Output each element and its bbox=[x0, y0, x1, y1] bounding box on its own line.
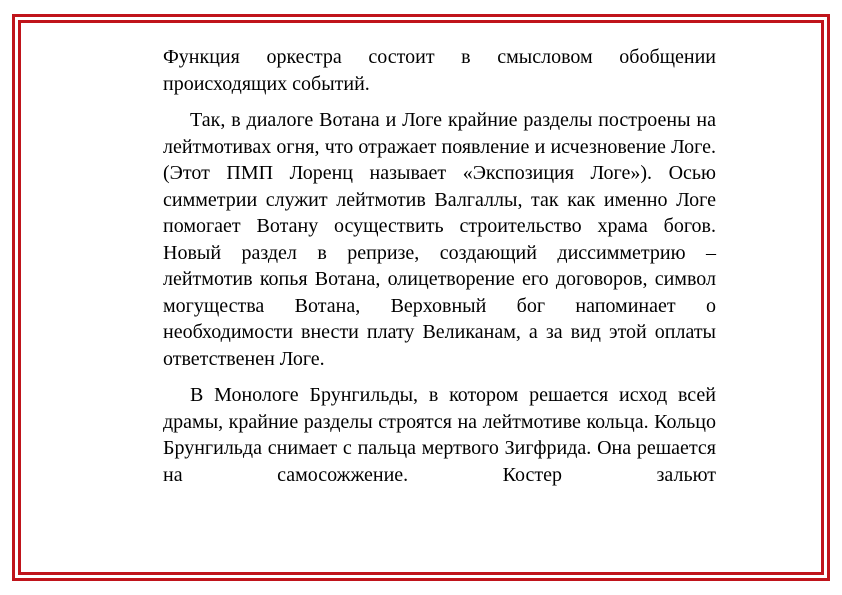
document-text bbox=[163, 44, 716, 498]
paragraph-brunnhilde-monologue: В Монологе Брунгильды, в котором решается исход всей драмы, крайние разделы строятся на лейтмотиве кольца. Кольцо Брунгильда снимает с пальца мертвого Зигфрида. Она решается на самосожжение. Костер зальют bbox=[163, 384, 716, 486]
paragraph-orchestra-function: Функция оркестра состоит в смысловом обобщении происходящих событий. bbox=[163, 46, 716, 95]
paragraph-wotan-loge-dialogue: Так, в диалоге Вотана и Логе крайние разделы построены на лейтмотивах огня, что отражает появление и исчезновение Логе. (Этот ПМП Лоренц называет «Экспозиция Логе»). Осью симметрии служит лейтмотив Валгаллы, так как именно Логе помогает Вотану осуществить строительство храма богов. Новый раздел в репризе, создающий диссимметрию – лейтмотив копья Вотана, олицетворение его договоров, символ могущества Вотана, Верховный бог напоминает о необходимости внести плату Великанам, а за вид этой оплаты ответственен Логе. bbox=[163, 109, 716, 370]
